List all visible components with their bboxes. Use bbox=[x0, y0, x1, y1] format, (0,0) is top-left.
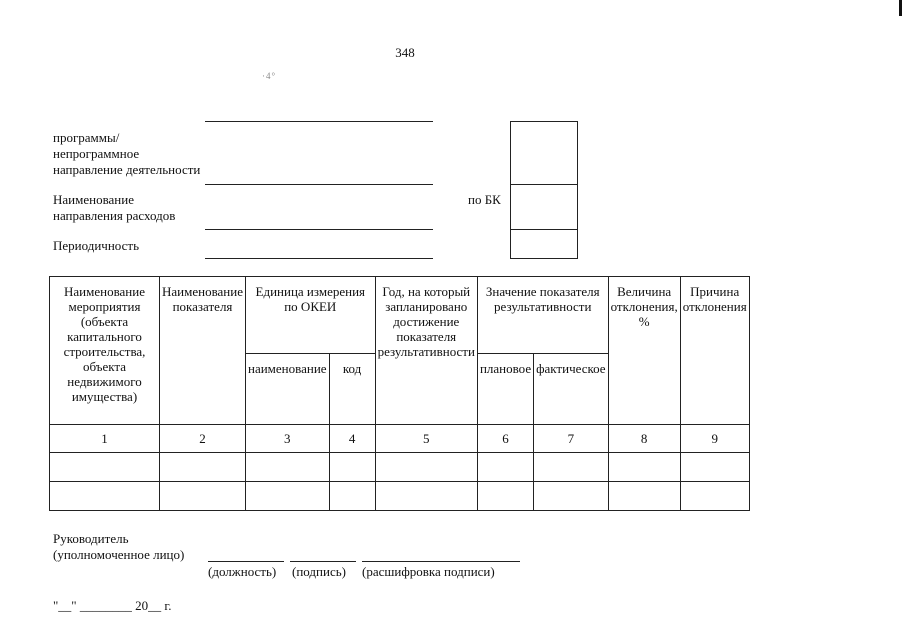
position-line[interactable] bbox=[208, 561, 284, 562]
program-code-box[interactable] bbox=[510, 121, 578, 185]
table-cell[interactable] bbox=[329, 453, 375, 482]
header-planned-year: Год, на который запланировано достижение показателя результативности bbox=[375, 277, 477, 425]
table-cell[interactable] bbox=[375, 482, 477, 511]
table-cell[interactable] bbox=[246, 482, 330, 511]
header-indicator-name: Наименование показателя bbox=[160, 277, 246, 425]
edge-mark bbox=[899, 0, 902, 16]
po-bk-label: по БК bbox=[468, 192, 501, 207]
program-label: программы/непрограммное направление деятельности bbox=[53, 130, 201, 177]
periodicity-label: Периодичность bbox=[53, 238, 140, 253]
transcript-line[interactable] bbox=[362, 561, 520, 562]
signature-line[interactable] bbox=[290, 561, 356, 562]
table-cell[interactable] bbox=[608, 453, 680, 482]
program-top-line bbox=[205, 121, 433, 122]
table-cell[interactable] bbox=[160, 453, 246, 482]
table-cell[interactable] bbox=[608, 482, 680, 511]
table-cell[interactable] bbox=[680, 482, 749, 511]
faint-mark: ·4° bbox=[262, 71, 277, 81]
table-cell[interactable] bbox=[50, 453, 160, 482]
header-deviation: Величина отклонения, % bbox=[608, 277, 680, 425]
authorized-label: (уполномоченное лицо) bbox=[53, 547, 185, 562]
header-planned: плановое bbox=[477, 354, 533, 425]
header-reason: Причина отклонения bbox=[680, 277, 749, 425]
transcript-caption: (расшифровка подписи) bbox=[362, 564, 495, 579]
column-number: 6 bbox=[477, 425, 533, 453]
table-cell[interactable] bbox=[329, 482, 375, 511]
table-cell[interactable] bbox=[160, 482, 246, 511]
table-cell[interactable] bbox=[246, 453, 330, 482]
table-cell[interactable] bbox=[534, 453, 608, 482]
head-label: Руководитель bbox=[53, 531, 129, 546]
column-number: 8 bbox=[608, 425, 680, 453]
column-number: 9 bbox=[680, 425, 749, 453]
expense-direction-field-line[interactable] bbox=[205, 229, 433, 230]
table-cell[interactable] bbox=[50, 482, 160, 511]
table-cell[interactable] bbox=[477, 482, 533, 511]
header-indicator-value: Значение показателя результативности bbox=[477, 277, 608, 354]
column-number: 7 bbox=[534, 425, 608, 453]
position-caption: (должность) bbox=[208, 564, 277, 579]
header-unit: Единица измерения по ОКЕИ bbox=[246, 277, 376, 354]
page-number: 348 bbox=[395, 45, 415, 60]
column-number: 3 bbox=[246, 425, 330, 453]
table-row bbox=[50, 482, 750, 511]
column-number: 1 bbox=[50, 425, 160, 453]
header-actual: фактическое bbox=[534, 354, 608, 425]
table-cell[interactable] bbox=[680, 453, 749, 482]
expense-direction-label: Наименование направления расходов bbox=[53, 192, 176, 223]
column-number: 5 bbox=[375, 425, 477, 453]
periodicity-code-box[interactable] bbox=[510, 229, 578, 259]
report-table bbox=[49, 276, 750, 511]
periodicity-field-line[interactable] bbox=[205, 258, 433, 259]
bk-code-box[interactable] bbox=[510, 184, 578, 230]
header-event-name: Наименование мероприятия (объекта капитального строительства, объекта недвижимого имущества) bbox=[50, 277, 160, 425]
table-cell[interactable] bbox=[375, 453, 477, 482]
date-line: "__" ________ 20__ г. bbox=[53, 598, 172, 613]
header-unit-name: наименование bbox=[246, 354, 330, 425]
table-cell[interactable] bbox=[534, 482, 608, 511]
column-number: 4 bbox=[329, 425, 375, 453]
column-number: 2 bbox=[160, 425, 246, 453]
table-cell[interactable] bbox=[477, 453, 533, 482]
header-unit-code: код bbox=[329, 354, 375, 425]
program-field-line[interactable] bbox=[205, 184, 433, 185]
table-row bbox=[50, 453, 750, 482]
signature-caption: (подпись) bbox=[292, 564, 346, 579]
